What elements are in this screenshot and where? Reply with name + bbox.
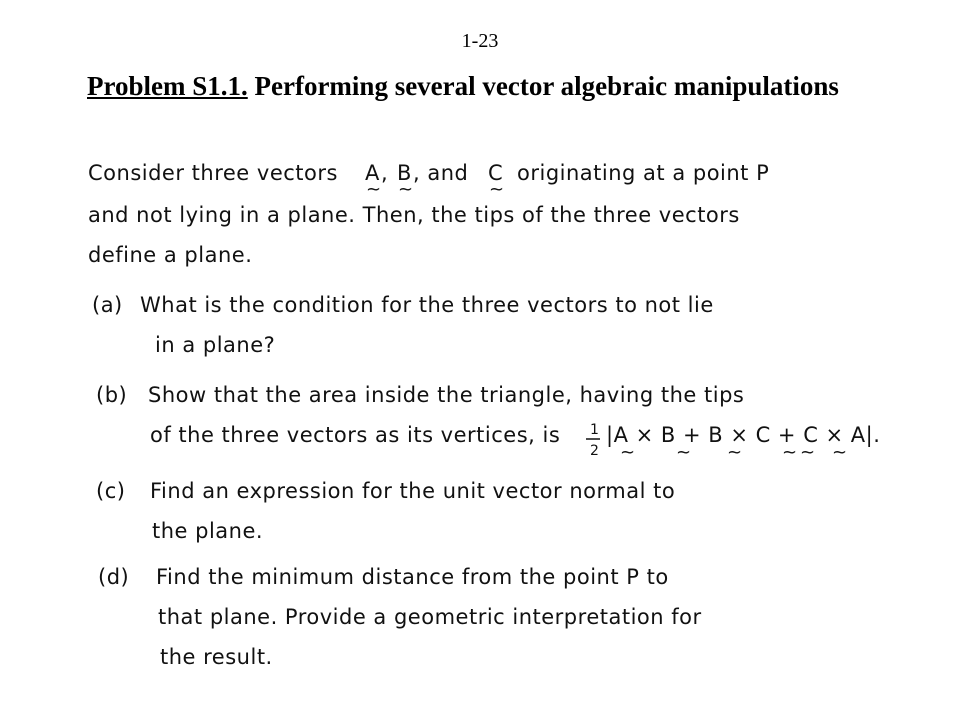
part-b-marker: (b) — [96, 383, 128, 407]
intro-line-1a: Consider three vectors — [88, 161, 338, 185]
part-b — [96, 383, 880, 463]
part-c-marker: (c) — [96, 479, 126, 503]
part-a-line-2: in a plane? — [155, 333, 276, 357]
intro-line-3: define a plane. — [88, 243, 253, 267]
vector-c-label: C — [488, 161, 504, 185]
page-number: 1-23 — [461, 30, 499, 52]
fraction-numerator: 1 — [590, 422, 600, 438]
area-formula: |A × B + B × C + C × A|. — [606, 423, 881, 447]
vector-c-tilde: ~ — [489, 179, 505, 200]
fraction-denominator: 2 — [590, 443, 600, 459]
vector-b-label: B — [397, 161, 412, 185]
intro-line-1b: originating at a point P — [517, 161, 770, 185]
intro-comma-1: , — [381, 161, 389, 185]
part-c-line-2: the plane. — [152, 519, 264, 543]
part-d-marker: (d) — [98, 565, 130, 589]
part-a — [92, 293, 714, 357]
problem-label: Problem S1.1. — [87, 71, 248, 101]
part-a-marker: (a) — [92, 293, 123, 317]
problem-title-text: Performing several vector algebraic manipulations — [254, 71, 839, 101]
formula-tilde-c2: ~ — [800, 442, 816, 463]
part-d-line-3: the result. — [160, 645, 273, 669]
intro-paragraph — [88, 161, 769, 267]
part-c — [96, 479, 675, 543]
vector-a-label: A — [365, 161, 380, 185]
part-d-line-1: Find the minimum distance from the point P to — [156, 565, 669, 589]
part-b-line-1: Show that the area inside the triangle, having the tips — [148, 383, 745, 407]
formula-tilde-b2: ~ — [727, 442, 743, 463]
part-c-line-1: Find an expression for the unit vector normal to — [150, 479, 676, 503]
vector-a-tilde: ~ — [366, 179, 382, 200]
intro-line-2: and not lying in a plane. Then, the tips of the three vectors — [88, 203, 740, 227]
formula-tilde-c1: ~ — [782, 442, 798, 463]
vector-b-tilde: ~ — [398, 179, 414, 200]
part-d-line-2: that plane. Provide a geometric interpretation for — [158, 605, 702, 629]
formula-tilde-a1: ~ — [620, 442, 636, 463]
formula-tilde-b1: ~ — [676, 442, 692, 463]
formula-tilde-a2: ~ — [832, 442, 848, 463]
part-a-line-1: What is the condition for the three vectors to not lie — [140, 293, 714, 317]
intro-comma-2: , and — [413, 161, 469, 185]
part-d — [98, 565, 702, 669]
part-b-line-2: of the three vectors as its vertices, is — [150, 423, 561, 447]
